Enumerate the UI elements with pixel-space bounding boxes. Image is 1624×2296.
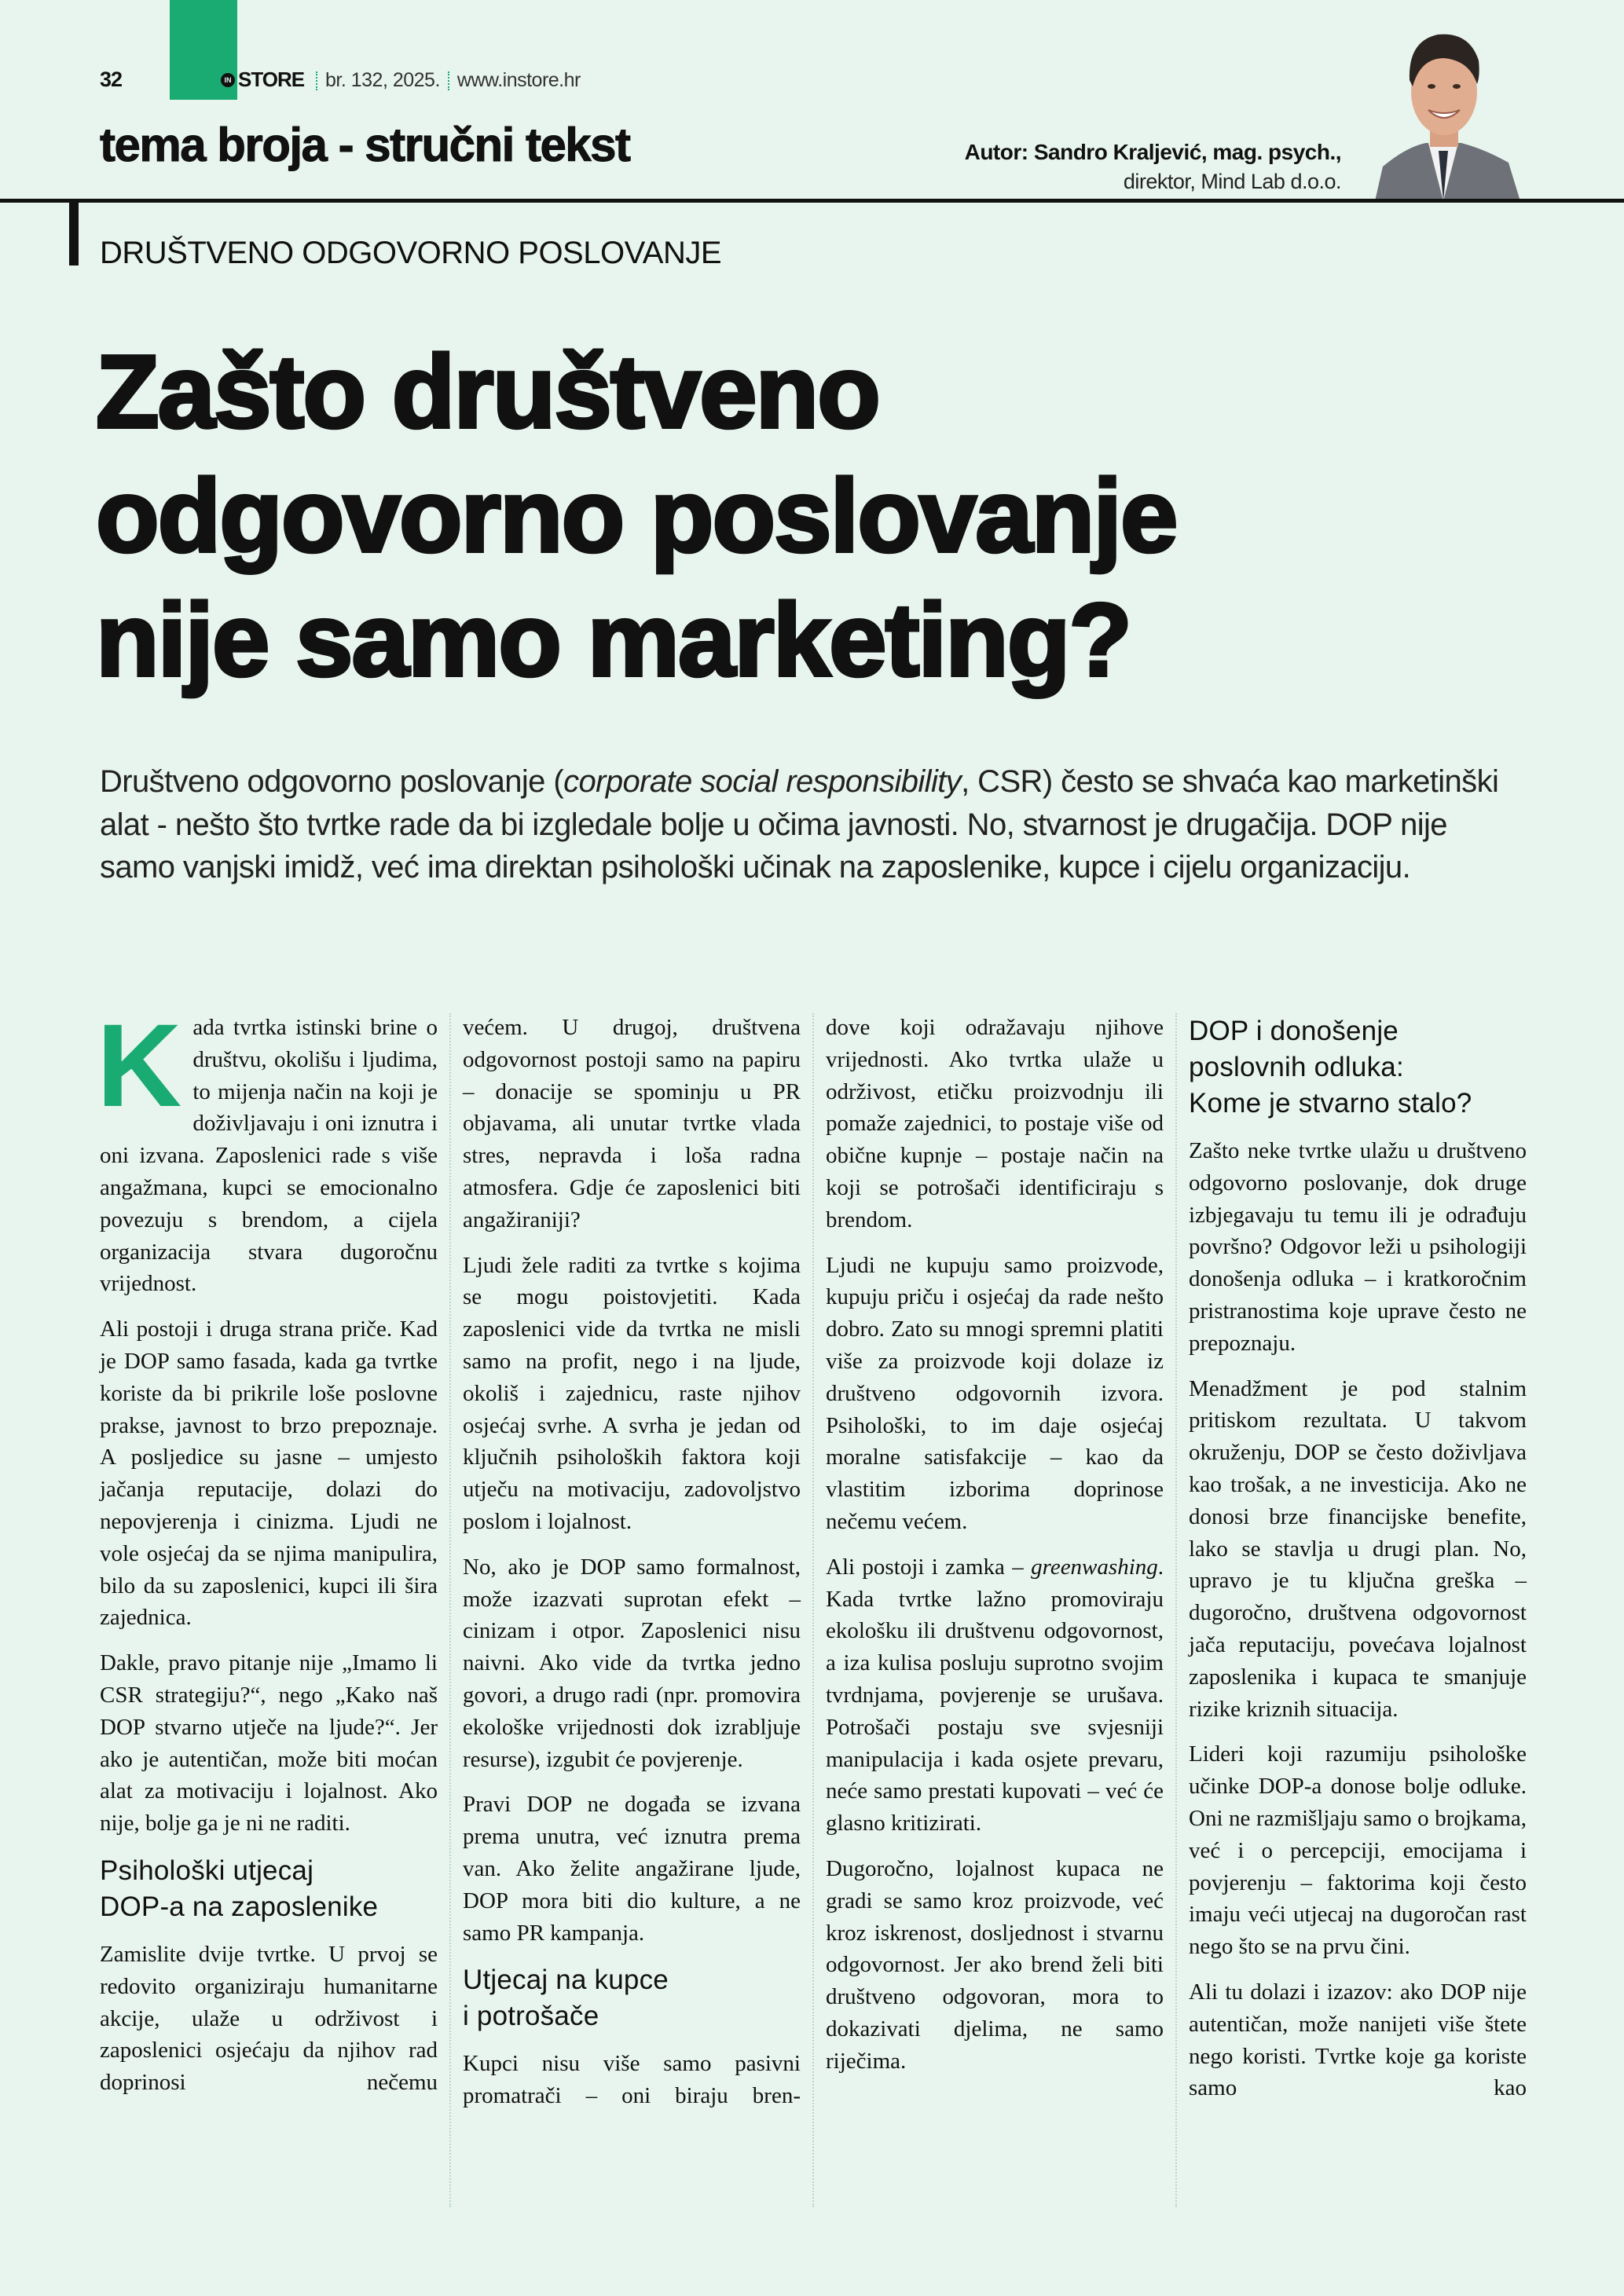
- paragraph-text: ada tvrtka istinski brine o društvu, okolišu i ljudima, to mijenja način na koji je doživljavaju i oni iznutra i oni izvana. Zaposlenici rade s više angažmana, kupci se emocionalno povezuju s brendom, a cijela organizacija stvara dugoročnu vrijednost.: [100, 1015, 438, 1297]
- subheading: Psihološki utjecaj DOP-a na zaposlenike: [100, 1855, 379, 1922]
- author-role: direktor, Mind Lab d.o.o.: [1123, 170, 1341, 193]
- paragraph: Zamislite dvije tvrtke. U prvoj se redovito organiziraju humanitarne akcije, ulaže u održivost i zaposlenici osjećaju da njihov rad doprinosi nečemu: [100, 1941, 438, 2096]
- lead-text: Društveno odgovorno poslovanje (: [100, 764, 564, 799]
- author-name: Autor: Sandro Kraljević, mag. psych.,: [964, 140, 1341, 164]
- paragraph: Pravi DOP ne događa se izvana prema unutra, već iznutra prema van. Ako želite angažirane ljude, DOP mora biti dio kulture, a ne samo PR kampanja.: [463, 1792, 801, 1946]
- issue-number: br. 132, 2025.: [325, 69, 440, 91]
- column-divider: [449, 1013, 451, 2207]
- paragraph: Dugoročno, lojalnost kupaca ne gradi se samo kroz proizvode, već kroz iskrenost, dosljednost i stvarnu odgovornost. Jer ako brend želi biti društveno odgovoran, mora to dokazivati djelima, ne samo riječima.: [826, 1855, 1164, 2074]
- article-column-4: [1189, 1012, 1527, 2118]
- italic-term: greenwashing: [1031, 1554, 1158, 1580]
- logo-badge: IN: [221, 73, 235, 87]
- headline-line: odgovorno poslovanje: [96, 458, 1177, 573]
- author-photo: [1359, 17, 1528, 201]
- paragraph: Ali tu dolazi i izazov: ako DOP nije autentičan, može nanijeti više štete nego koristi. Tvrtke koje ga koriste samo kao: [1189, 1979, 1527, 2101]
- author-credit: [965, 140, 1341, 194]
- section-rubric: tema broja - stručni tekst: [100, 119, 630, 171]
- page-number: 32: [100, 68, 123, 91]
- separator: [448, 71, 449, 90]
- paragraph-text: . Kada tvrtke lažno promoviraju ekološku ili društvenu odgovornost, a iza kulisa posluju suprotno svojim tvrdnjama, povjerenje se urušava. Potrošači postaju sve svjesniji manipulacija i kada osjete prevaru, neće samo prestati kupovati – već će glasno kritizirati.: [826, 1554, 1164, 1836]
- article-headline: [96, 330, 1549, 702]
- magazine-logo: [221, 68, 304, 92]
- article-column-1: [97, 999, 438, 2112]
- article-column-3: [826, 1012, 1164, 2091]
- paragraph-text: Ali postoji i zamka –: [826, 1554, 1032, 1580]
- article-column-2: [463, 1012, 801, 2126]
- subheading: Utjecaj na kupce i potrošače: [463, 1965, 669, 2032]
- paragraph: [826, 1551, 1164, 1840]
- headline-line: Zašto društveno: [96, 334, 879, 449]
- lead-text: , CSR) često se shvaća kao marketinški alat - nešto što tvrtke rade da bi izgledale bolje u očima javnosti. No, stvarnost je drugačija. DOP nije samo vanjski imidž, već ima direktan psihološki učinak na zaposlenike, kupce i cijelu organizaciju.: [100, 764, 1499, 885]
- kicker-bar: [69, 200, 79, 265]
- paragraph: Ali postoji i druga strana priče. Kad je DOP samo fasada, kada ga tvrtke koriste da bi prikrile loše poslovne prakse, javnost to brzo prepoznaje. A posljedice su jasne – umjesto jačanja reputacije, dolazi do nepovjerenja i cinizma. Ljudi ne vole osjećaj da se njima manipulira, bilo da su zaposlenici, kupci ili šira zajednica.: [100, 1316, 438, 1631]
- paragraph: Ljudi ne kupuju samo proizvode, kupuju priču i osjećaj da rade nešto dobro. Zato su mnogi spremni platiti više za proizvode koji dolaze iz društveno odgovornih izvora. Psihološki, to im daje osjećaj moralne satisfakcije – kao da vlastitim izborima doprinose nečemu većem.: [826, 1252, 1164, 1534]
- article-lead: [100, 760, 1530, 889]
- paragraph: Zašto neke tvrtke ulažu u društveno odgovorno poslovanje, dok druge izbjegavaju tu temu ili je odrađuju površno? Odgovor leži u psihologiji donošenja odluka – i kratkoročnim pristranostima koje uprave često ne prepoznaju.: [1189, 1138, 1527, 1356]
- issue-info: [308, 69, 581, 92]
- lead-italic-term: corporate social responsibility: [563, 764, 962, 799]
- article-kicker: DRUŠTVENO ODGOVORNO POSLOVANJE: [100, 236, 722, 270]
- paragraph: [97, 999, 438, 1300]
- drop-cap: K: [97, 999, 182, 1131]
- paragraph: dove koji odražavaju njihove vrijednosti. Ako tvrtka ulaže u održivost, etičku proizvodnju ili pomaže zajednici, to postaje više od obične kupnje – postaje način na koji se potrošači identificiraju s brendom.: [826, 1015, 1164, 1232]
- column-divider: [1175, 1013, 1177, 2207]
- separator: [316, 71, 317, 90]
- paragraph: Ljudi žele raditi za tvrtke s kojima se mogu poistovjetiti. Kada zaposlenici vide da tvrtka ne misli samo na profit, nego i na ljude, okoliš i zajednicu, raste njihov osjećaj svrhe. A svrha je jedan od ključnih psiholoških faktora koji utječu na motivaciju, zadovoljstvo poslom i lojalnost.: [463, 1252, 801, 1534]
- paragraph: Dakle, pravo pitanje nije „Imamo li CSR strategiju?“, nego „Kako naš DOP stvarno utječe na ljude?“. Jer ako je autentičan, može biti moćan alat za motivaciju i lojalnost. Ako nije, bolje ga je ni ne raditi.: [100, 1650, 438, 1836]
- paragraph: Lideri koji razumiju psihološke učinke DOP-a donose bolje odluke. Oni ne razmišljaju samo o brojkama, već i o percepciji, emocijama i povjerenju – faktorima koji često imaju veći utjecaj na dugoročan rast nego što se na prvu čini.: [1189, 1741, 1527, 1960]
- subheading: DOP i donošenje poslovnih odluka: Kome je stvarno stalo?: [1189, 1016, 1472, 1119]
- headline-line: nije samo marketing?: [96, 582, 1131, 698]
- header-divider: [0, 199, 1624, 203]
- paragraph: No, ako je DOP samo formalnost, može izazvati suprotan efekt – cinizam i otpor. Zaposlenici nisu naivni. Ako vide da tvrtka jedno govori, a drugo radi (npr. promovira ekološke vrijednosti dok izrabljuje resurse), izgubit će povjerenje.: [463, 1554, 801, 1772]
- paragraph: Kupci nisu više samo pasivni promatrači – oni biraju bren-: [463, 2051, 801, 2109]
- website-link[interactable]: www.instore.hr: [456, 69, 581, 91]
- paragraph: Menadžment je pod stalnim pritiskom rezultata. U takvom okruženju, DOP se često doživljava kao trošak, a ne investicija. Ako ne donosi brze financijske benefite, lako se stavlja u drugi plan. No, upravo je tu ključna greška – dugoročno, društvena odgovornost jača reputaciju, povećava lojalnost zaposlenika i kupaca te smanjuje rizike kriznih situacija.: [1189, 1375, 1527, 1722]
- column-divider: [812, 1013, 814, 2207]
- logo-name: STORE: [238, 68, 305, 91]
- paragraph: većem. U drugoj, društvena odgovornost postoji samo na papiru – donacije se spominju u PR objavama, ali unutar tvrtke vlada stres, nepravda i loša radna atmosfera. Gdje će zaposlenici biti angažiraniji?: [463, 1015, 801, 1232]
